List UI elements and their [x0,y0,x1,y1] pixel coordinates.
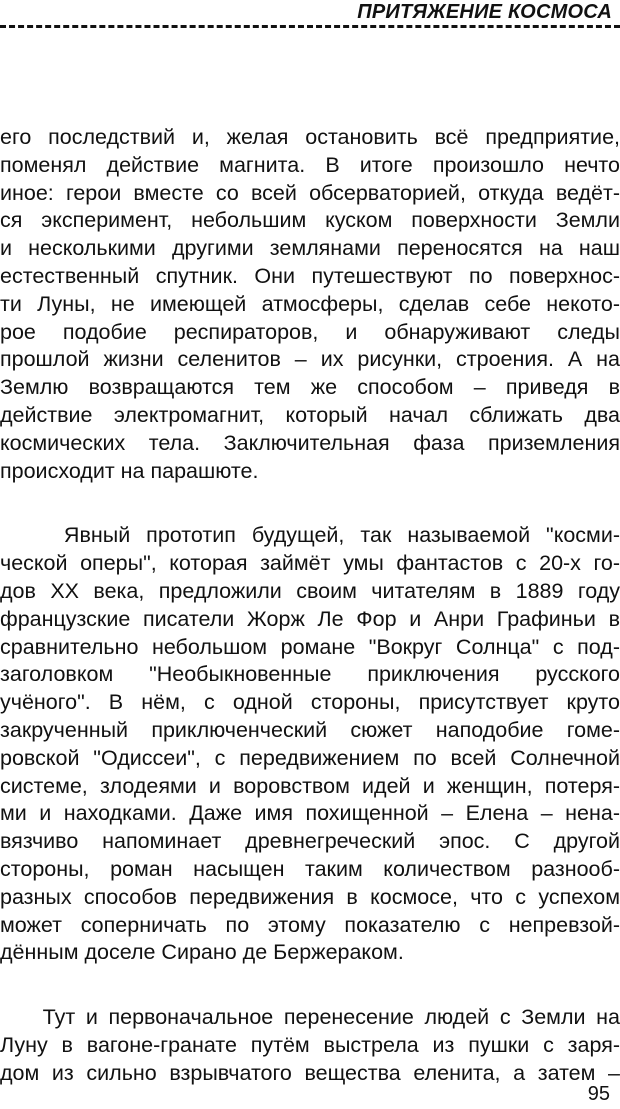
text-line: Явный прототип будущей, так называемой "косми- [0,523,620,548]
text-line: дов XX века, предложили своим читателям в 1889 году [0,578,620,603]
text-line: прошлой жизни селенитов – их рисунки, строения. А на [0,347,620,372]
text-line: ческой оперы", которая займёт умы фантастов с 20-х го- [0,551,620,576]
text-line: системе, злодеями и воровством идей и женщин, потеря- [0,773,620,798]
text-line: учёного". В нём, с одной стороны, присутствует круто [0,690,620,715]
text-line: ся эксперимент, небольшим куском поверхности Земли [0,208,620,233]
text-line: иное: герои вместе со всей обсерваторией, откуда ведёт- [0,180,620,205]
text-line: ти Луны, не имеющей атмосферы, сделав себе некото- [0,291,620,316]
text-line: действие электромагнит, который начал сближать два [0,402,620,427]
text-line: французские писатели Жорж Ле Фор и Анри Графиньи в [0,606,620,631]
page-number: 95 [587,1083,610,1105]
text-line: сравнительно небольшом романе "Вокруг Солнца" с под- [0,634,620,659]
text-line: космических тела. Заключительная фаза приземления [0,430,620,455]
text-line: вязчиво напоминает древнегреческий эпос. С другой [0,829,620,854]
text-line: закрученный приключенческий сюжет наподобие гоме- [0,717,620,742]
text-line: Луну в вагоне-гранате путём выстрела из пушки с заря- [0,1032,620,1057]
text-line: ровской "Одиссеи", с передвижением по всей Солнечной [0,745,620,770]
paragraph-1 [0,124,620,485]
text-line: может соперничать по этому показателю с непревзой- [0,912,620,937]
paragraph-2 [0,522,620,967]
text-line: дом из сильно взрывчатого вещества еленита, а затем – [0,1060,620,1085]
text-line: стороны, роман насыщен таким количеством разнооб- [0,856,620,881]
text-line: ми и находками. Даже имя похищенной – Елена – нена- [0,801,620,826]
text-line: поменял действие магнита. В итоге произошло нечто [0,152,620,177]
running-header [0,0,620,34]
text-line: заголовком "Необыкновенные приключения русского [0,662,620,687]
text-line: происходит на парашюте. [0,458,259,483]
header-dashed-rule [0,25,620,28]
text-line: Землю возвращаются тем же способом – приведя в [0,375,620,400]
text-line: и несколькими другими землянами переносятся на наш [0,236,620,261]
text-line: естественный спутник. Они путешествуют по поверхнос- [0,263,620,288]
paragraph-gap [0,967,620,1004]
paragraph-gap [0,485,620,522]
text-line: его последствий и, желая остановить всё предприятие, [0,125,620,149]
running-title: ПРИТЯЖЕНИЕ КОСМОСА [357,1,612,23]
text-line: рое подобие респираторов, и обнаруживают следы [0,319,620,344]
text-line: Тут и первоначальное перенесение людей с Земли на [0,1005,620,1030]
body-text [0,124,620,1088]
paragraph-3 [0,1004,620,1087]
text-line: дённым доселе Сирано де Бержераком. [0,940,404,965]
text-line: разных способов передвижения в космосе, что с успехом [0,884,620,909]
